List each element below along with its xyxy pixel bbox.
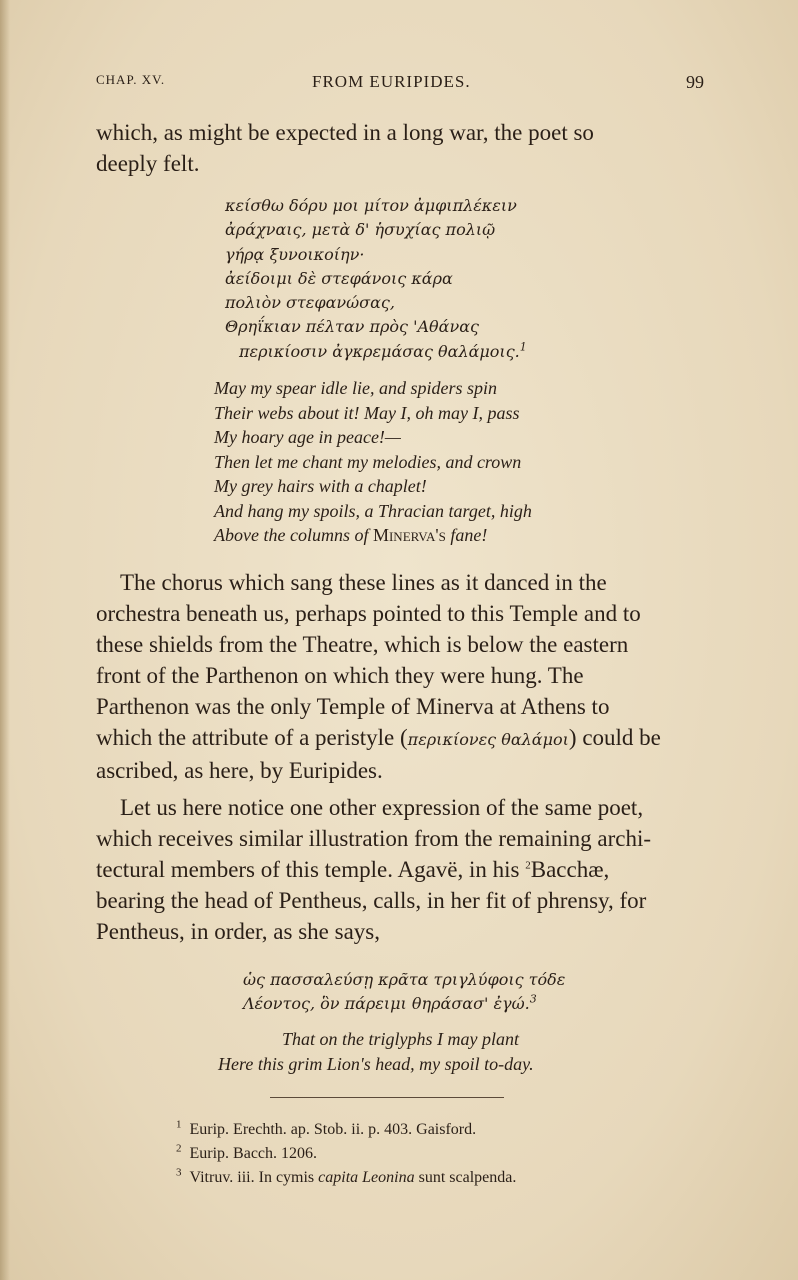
verse-line: Then let me chant my melodies, and crown <box>214 451 522 472</box>
footnote-3 <box>176 1166 696 1190</box>
page-edge-shadow <box>0 0 10 1280</box>
greek-line: κείσθω δόρυ μοι μίτον ἀμφιπλέκειν <box>225 196 517 215</box>
footnote-text: Eurip. Bacch. 1206. <box>189 1145 318 1162</box>
greek-line-text: Λέοντος, ὃν πάρειμι θηράσασ' ἐγώ. <box>243 994 530 1014</box>
minerva-smallcaps: Minerva's <box>372 525 446 545</box>
greek-line-text: περικίοσιν ἀγκρεμάσας θαλάμοις. <box>239 341 520 361</box>
footnote-text: Eurip. Erechth. ap. Stob. ii. p. 403. Gaisford. <box>189 1121 477 1138</box>
verse-text: Above the columns of <box>214 525 373 545</box>
chapter-label: CHAP. XV. <box>96 72 166 87</box>
text-line: deeply felt. <box>96 151 200 176</box>
greek-line <box>243 992 723 1016</box>
footnote-number: 1 <box>176 1118 182 1131</box>
verse-translation-2 <box>218 1027 698 1076</box>
verse-line: Their webs about it! May I, oh may I, pass <box>214 402 520 423</box>
footnote-ref-1: 1 <box>519 340 527 354</box>
footnote-italic: capita Leonina <box>318 1169 415 1186</box>
greek-quotation-2 <box>243 968 723 1017</box>
verse-translation-1 <box>214 376 694 548</box>
text-line: Pentheus, in order, as she says, <box>96 919 380 944</box>
agave-paragraph <box>96 792 708 947</box>
greek-line: πολιὸν στεφανώσας, <box>225 293 395 313</box>
text-run: ) could be <box>568 725 661 750</box>
text-line: which receives similar illustration from the remaining archi- <box>96 826 652 851</box>
footnotes <box>176 1118 696 1190</box>
verse-line: My hoary age in peace!— <box>214 427 401 447</box>
footnote-ref-2: 2 <box>525 859 531 872</box>
verse-line: Here this grim Lion's head, my spoil to-day. <box>218 1053 534 1074</box>
greek-line: ἀείδοιμι δὲ στεφάνοις κάρα <box>225 268 453 288</box>
text-line: Parthenon was the only Temple of Minerva at Athens to <box>96 694 610 719</box>
greek-line <box>225 340 705 364</box>
page-number: 99 <box>686 72 704 92</box>
footnote-2 <box>176 1142 696 1166</box>
footnote-ref-3: 3 <box>529 992 537 1006</box>
footnote-text: Vitruv. iii. In cymis <box>189 1169 319 1186</box>
verse-line: That on the triglyphs I may plant <box>282 1029 519 1049</box>
text-line <box>96 854 708 885</box>
text-line: bearing the head of Pentheus, calls, in her fit of phrensy, for <box>96 888 647 913</box>
footnote-text: sunt scalpenda. <box>414 1169 517 1186</box>
text-run: which the attribute of a peristyle ( <box>96 725 408 750</box>
verse-text: fane! <box>445 525 488 545</box>
greek-line: ὡς πασσαλεύσῃ κρᾶτα τριγλύφοις τόδε <box>243 970 566 989</box>
verse-line: My grey hairs with a chaplet! <box>214 476 427 496</box>
verse-line: May my spear idle lie, and spiders spin <box>214 378 497 398</box>
intro-paragraph <box>96 117 708 179</box>
chorus-paragraph <box>96 567 708 786</box>
footnote-1 <box>176 1118 696 1142</box>
text-line: ascribed, as here, by Euripides. <box>96 758 383 783</box>
running-title: FROM EURIPIDES. <box>312 72 471 91</box>
text-line: these shields from the Theatre, which is below the eastern <box>96 632 629 657</box>
greek-line: ἀράχναις, μετὰ δ' ἡσυχίας πολιῷ <box>225 220 496 240</box>
text-line: orchestra beneath us, perhaps pointed to this Temple and to <box>96 601 641 626</box>
greek-quotation-1 <box>225 194 705 364</box>
text-run: tectural members of this temple. Agavë, in his <box>96 857 520 882</box>
text-line: which, as might be expected in a long war, the poet so <box>96 120 594 145</box>
footnote-rule <box>270 1097 504 1098</box>
greek-line: Θρηΐκιαν πέλταν πρὸς 'Αθάνας <box>225 317 479 337</box>
text-line: The chorus which sang these lines as it danced in the <box>120 570 607 595</box>
text-line: Let us here notice one other expression of the same poet, <box>120 795 644 820</box>
running-head <box>96 72 704 96</box>
verse-line: And hang my spoils, a Thracian target, high <box>214 500 532 521</box>
footnote-number: 2 <box>176 1142 182 1155</box>
greek-inline: περικίονες θαλάμοι <box>407 730 569 749</box>
footnote-number: 3 <box>176 1166 182 1179</box>
text-line <box>96 722 708 755</box>
verse-line <box>214 523 694 548</box>
greek-line: γήρᾳ ξυνοικοίην· <box>225 244 365 264</box>
text-run: Bacchæ, <box>530 857 610 882</box>
text-line: front of the Parthenon on which they were hung. The <box>96 663 584 688</box>
